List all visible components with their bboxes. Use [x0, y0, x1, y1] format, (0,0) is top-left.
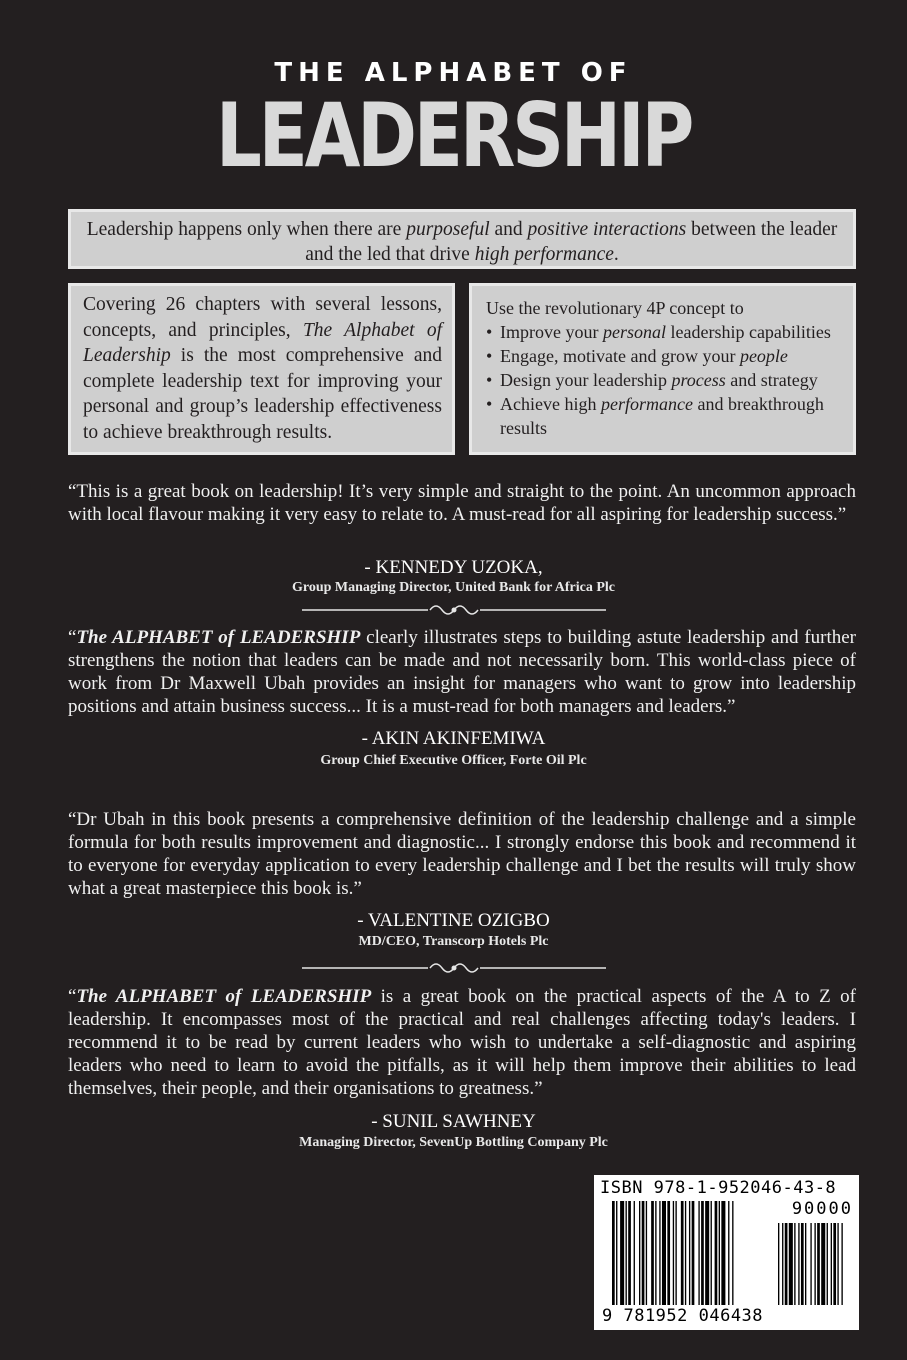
barcode-bar: [701, 1201, 704, 1305]
concept-item: • Achieve high performance and breakthrough results: [486, 392, 843, 440]
tagline-text-3: between the leader and the led that drive: [305, 219, 838, 265]
barcode-bar: [639, 1201, 640, 1305]
barcode-bar: [778, 1223, 779, 1305]
tagline-emphasis-3: high performance: [474, 244, 614, 265]
concept-item: • Design your leadership process and strategy: [486, 368, 843, 392]
barcode-bar: [817, 1223, 820, 1305]
testimonial-author: - KENNEDY UZOKA,: [364, 557, 543, 578]
barcode-bar: [612, 1201, 615, 1305]
barcode-bar: [673, 1201, 674, 1305]
barcode-bar: [634, 1201, 635, 1305]
barcode-digits: 9 781952 046438: [602, 1306, 764, 1326]
barcode-box: [594, 1175, 859, 1330]
barcode-bar: [728, 1201, 729, 1305]
barcode-bar: [667, 1201, 670, 1305]
barcode-bar: [616, 1201, 617, 1305]
summary-text-2: is the most comprehensive and complete leadership text for improving your personal and group’s leadership effectiveness to achieve breakthrough results.: [83, 345, 442, 443]
tagline-emphasis-1: purposeful: [406, 219, 490, 240]
barcode-bar: [689, 1201, 690, 1305]
barcode-bar: [810, 1223, 811, 1305]
barcode-bar: [798, 1223, 799, 1305]
tagline-text-4: .: [613, 244, 619, 265]
barcode-bar: [642, 1201, 645, 1305]
barcode-bar: [732, 1201, 733, 1305]
barcode-bar: [620, 1201, 624, 1305]
barcode-bar: [821, 1223, 825, 1305]
barcode-bar: [719, 1201, 720, 1305]
barcode-bar: [681, 1201, 684, 1305]
barcode-bar: [655, 1201, 656, 1305]
barcode-bar: [705, 1201, 709, 1305]
ornament-divider: [302, 600, 606, 616]
barcode-bar: [833, 1223, 836, 1305]
barcode-bar: [711, 1201, 712, 1305]
cover-title-top: THE ALPHABET OF: [274, 58, 633, 88]
barcode-bar: [692, 1201, 695, 1305]
isbn-label: ISBN 978-1-952046-43-8: [600, 1178, 837, 1198]
barcode-bar: [662, 1201, 666, 1305]
barcode-bar: [721, 1201, 725, 1305]
barcode-bar: [789, 1223, 793, 1305]
barcode-bar: [651, 1201, 654, 1305]
barcode-bar: [698, 1201, 699, 1305]
testimonial-quote: “The ALPHABET of LEADERSHIP clearly illustrates steps to building astute leadership and further strengthens the notion that leaders can be made and not necessarily born. This world-class piece of work from Dr Maxwell Ubah provides an insight for managers who want to grow into leadership positions and attain business success... It is a must-read for both managers and leaders.”: [68, 627, 856, 717]
testimonial-author: - AKIN AKINFEMIWA: [361, 728, 546, 749]
tagline-box: [68, 209, 856, 269]
summary-text-1: Covering 26 chapters with several lessons, concepts, and principles,: [83, 294, 442, 341]
barcode-bar: [831, 1223, 832, 1305]
barcode-bar: [626, 1201, 627, 1305]
testimonial-role: Managing Director, SevenUp Bottling Company Plc: [299, 1135, 608, 1150]
concept-intro: Use the revolutionary 4P concept to: [486, 298, 744, 318]
summary-box: [68, 283, 455, 455]
testimonial-author: - SUNIL SAWHNEY: [371, 1111, 536, 1132]
barcode-bar: [805, 1223, 806, 1305]
testimonial-quote: “The ALPHABET of LEADERSHIP is a great book on the practical aspects of the A to Z of leadership. It encompasses most of the practical and real challenges affecting today's leaders. I recommend it to be read by current leaders who wish to undertake a self-diagnostic and aspiring leaders who need to learn to avoid the pitfalls, as it will help them improve their abilities to lead themselves, their people, and their organisations to greatness.”: [68, 986, 856, 1099]
barcode-bar: [628, 1201, 631, 1305]
tagline-text-2: and: [489, 219, 528, 240]
cover-title-main: LEADERSHIP: [215, 84, 692, 187]
barcode-bar: [814, 1223, 815, 1305]
testimonial-quote: “Dr Ubah in this book presents a comprehensive definition of the leadership challenge and a simple formula for both results improvement and diagnostic... I strongly endorse this book and recommend it to everyone for everyday application to every leadership challenge and I bet the results will truly show what a great masterpiece this book is.”: [68, 809, 856, 899]
barcode-bar: [782, 1223, 783, 1305]
ornament-divider: [302, 958, 606, 974]
testimonial-role: MD/CEO, Transcorp Hotels Plc: [358, 934, 549, 949]
summary-book-title: The Alphabet of Leadership: [83, 319, 443, 366]
testimonial-author: - VALENTINE OZIGBO: [357, 910, 550, 931]
barcode-bar: [841, 1223, 842, 1305]
barcode-bar: [659, 1201, 660, 1305]
barcode-bar: [715, 1201, 718, 1305]
barcode-bar: [675, 1201, 676, 1305]
testimonial-quote: “This is a great book on leadership! It’s very simple and straight to the point. An uncommon approach with local flavour making it very easy to relate to. A must-read for all aspiring for leadership success.”: [68, 481, 856, 525]
barcode-bar: [785, 1223, 788, 1305]
barcode-bar: [827, 1223, 828, 1305]
tagline-emphasis-2: positive interactions: [527, 219, 687, 240]
testimonial-role: Group Managing Director, United Bank for Africa Plc: [291, 580, 616, 595]
barcode-bar: [646, 1201, 647, 1305]
barcode-bar: [837, 1223, 838, 1305]
concept-item: • Engage, motivate and grow your people: [486, 344, 843, 368]
barcode-bar: [801, 1223, 804, 1305]
concept-item: • Improve your personal leadership capabilities: [486, 320, 843, 344]
concept-list: [486, 320, 843, 440]
tagline-text-1: Leadership happens only when there are: [86, 219, 407, 240]
price-code: 90000: [791, 1199, 853, 1219]
testimonial-role: Group Chief Executive Officer, Forte Oil Plc: [320, 753, 587, 768]
concept-box: [469, 283, 856, 455]
barcode-bar: [685, 1201, 686, 1305]
barcode-bar: [794, 1223, 795, 1305]
